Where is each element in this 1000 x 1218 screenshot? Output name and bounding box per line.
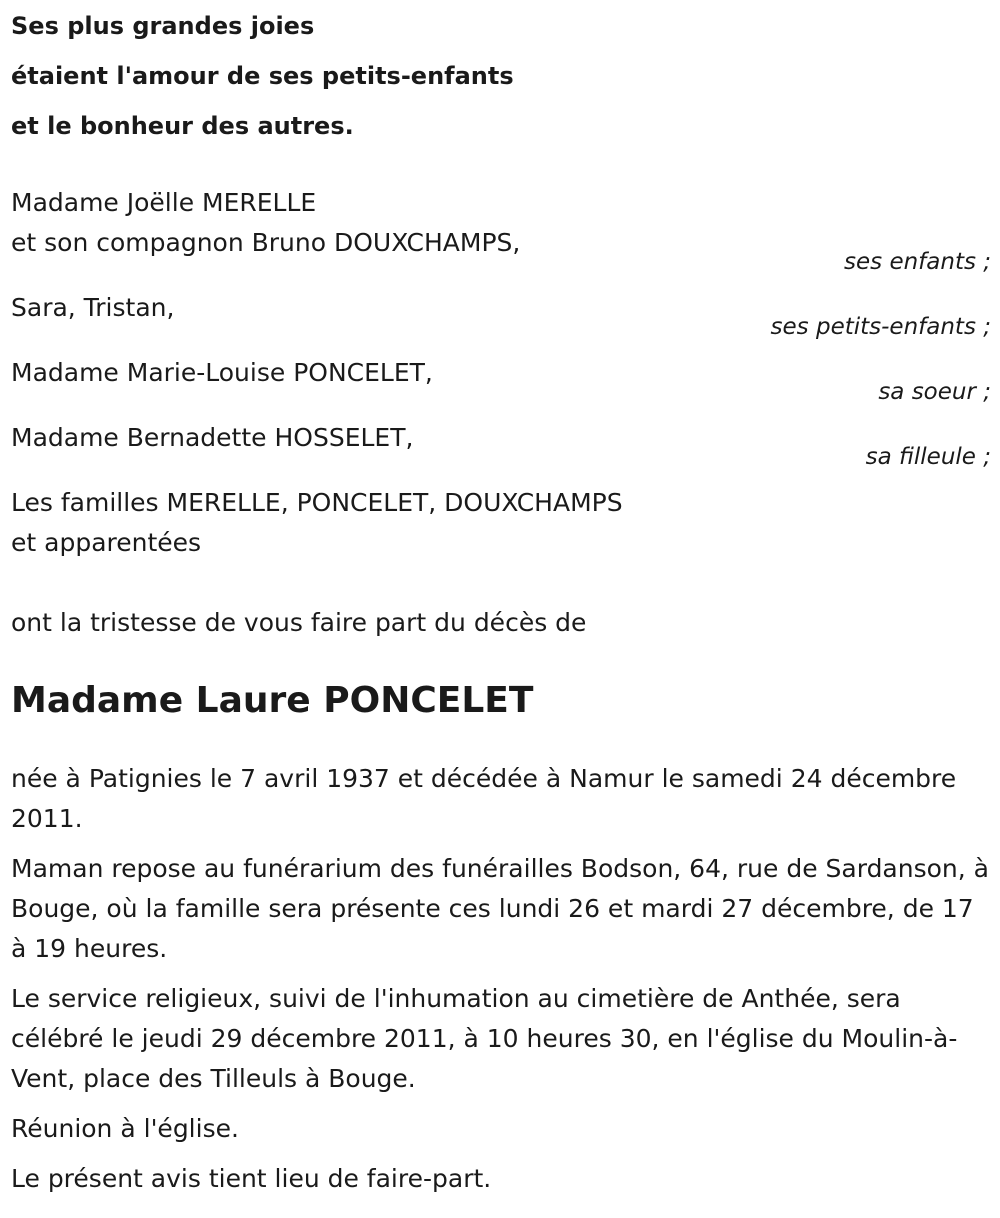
family-relation: ses petits-enfants ; — [770, 314, 991, 340]
obituary-notice — [11, 0, 991, 1209]
family-entry — [11, 353, 991, 404]
epigraph-quote — [11, 1, 991, 151]
detail-paragraph: Le service religieux, suivi de l'inhumation au cimetière de Anthée, sera célébré le jeudi 29 décembre 2011, à 10 heures 30, en l'église du Moulin-à-Vent, place des Tilleuls à Bouge. — [11, 984, 958, 1093]
family-name-line: Sara, Tristan, — [11, 293, 175, 322]
detail-paragraph: Réunion à l'église. — [11, 1114, 239, 1143]
family-name-line: Les familles MERELLE, PONCELET, DOUXCHAMPS — [11, 488, 623, 517]
detail-paragraph: Maman repose au funérarium des funérailles Bodson, 64, rue de Sardanson, à Bouge, où la famille sera présente ces lundi 26 et mardi 27 décembre, de 17 à 19 heures. — [11, 854, 989, 963]
family-name-line: Madame Joëlle MERELLE — [11, 188, 317, 217]
family-relation: sa filleule ; — [865, 444, 991, 470]
family-name-line: Madame Marie-Louise PONCELET, — [11, 358, 433, 387]
family-relation: ses enfants ; — [844, 249, 991, 275]
detail-paragraph: née à Patignies le 7 avril 1937 et décédée à Namur le samedi 24 décembre 2011. — [11, 764, 957, 833]
quote-line: étaient l'amour de ses petits-enfants — [11, 62, 514, 90]
family-entry — [11, 183, 991, 274]
deceased-name: Madame Laure PONCELET — [11, 680, 534, 721]
announcement-intro: ont la tristesse de vous faire part du décès de — [11, 608, 587, 637]
family-relation: sa soeur ; — [878, 379, 991, 405]
detail-paragraph: Le présent avis tient lieu de faire-part. — [11, 1164, 492, 1193]
family-entry — [11, 288, 991, 339]
quote-line: Ses plus grandes joies — [11, 12, 315, 40]
family-name-line: et apparentées — [11, 528, 202, 557]
quote-line: et le bonheur des autres. — [11, 112, 354, 140]
family-list — [11, 183, 991, 563]
details — [11, 759, 991, 1199]
family-entry — [11, 483, 991, 563]
family-name-line: Madame Bernadette HOSSELET, — [11, 423, 414, 452]
family-name-line: et son compagnon Bruno DOUXCHAMPS, — [11, 228, 521, 257]
family-entry — [11, 418, 991, 469]
